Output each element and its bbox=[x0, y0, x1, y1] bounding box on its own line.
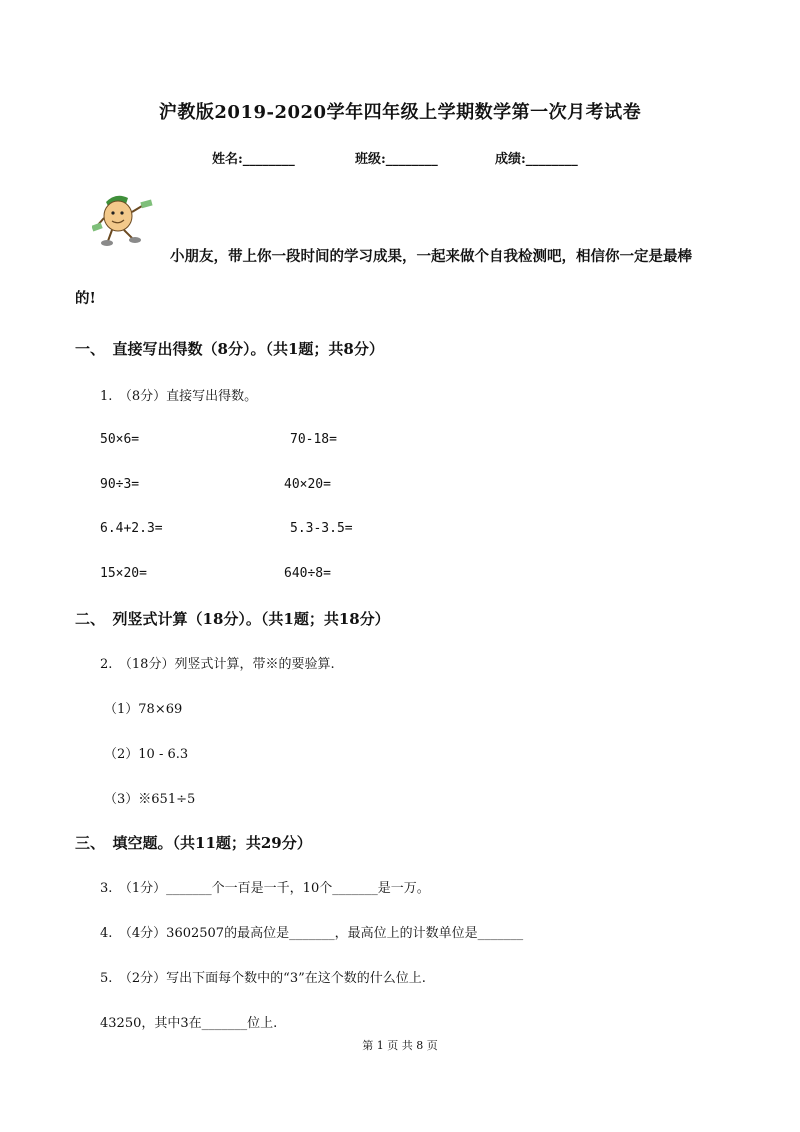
page-title: 沪教版2019-2020学年四年级上学期数学第一次月考试卷 bbox=[158, 102, 642, 123]
vertical-calc-item: （3）※651÷5 bbox=[104, 792, 196, 807]
name-field-label: 姓名:________ bbox=[212, 152, 295, 167]
class-field-label: 班级:________ bbox=[355, 152, 438, 167]
section-2-heading: 二、 列竖式计算（18分）。（共1题；共18分） bbox=[75, 610, 390, 628]
calc-item: 15×20= bbox=[100, 566, 147, 581]
calc-item: 640÷8= bbox=[284, 566, 331, 581]
intro-line-1: 小朋友，带上你一段时间的学习成果，一起来做个自我检测吧，相信你一定是最棒 bbox=[170, 248, 692, 265]
calc-item: 6.4+2.3= bbox=[100, 521, 163, 536]
question-4: 4. （4分）3602507的最高位是_______，最高位上的计数单位是_______ bbox=[100, 926, 524, 941]
question-2-prompt: 2. （18分）列竖式计算，带※的要验算. bbox=[100, 657, 335, 672]
intro-line-2: 的! bbox=[75, 290, 96, 307]
vertical-calc-item: （1）78×69 bbox=[104, 702, 183, 717]
calc-item: 90÷3= bbox=[100, 477, 140, 492]
calc-item: 50×6= bbox=[100, 432, 140, 447]
vertical-calc-item: （2）10 - 6.3 bbox=[104, 747, 189, 762]
section-3-heading: 三、 填空题。（共11题；共29分） bbox=[75, 834, 312, 852]
calc-item: 40×20= bbox=[284, 477, 331, 492]
question-1-prompt: 1. （8分）直接写出得数。 bbox=[100, 389, 258, 404]
question-5-prompt: 5. （2分）写出下面每个数中的“3”在这个数的什么位上. bbox=[100, 971, 426, 986]
section-1-heading: 一、 直接写出得数（8分）。（共1题；共8分） bbox=[75, 340, 384, 358]
mascot-illustration bbox=[92, 190, 156, 248]
question-5-item: 43250，其中3在_______位上. bbox=[100, 1016, 278, 1031]
calc-item: 70-18= bbox=[290, 432, 337, 447]
page-footer: 第 1 页 共 8 页 bbox=[362, 1039, 438, 1052]
question-3: 3. （1分）_______个一百是一千，10个_______是一万。 bbox=[100, 881, 430, 896]
score-field-label: 成绩:________ bbox=[495, 152, 578, 167]
calc-item: 5.3-3.5= bbox=[290, 521, 353, 536]
